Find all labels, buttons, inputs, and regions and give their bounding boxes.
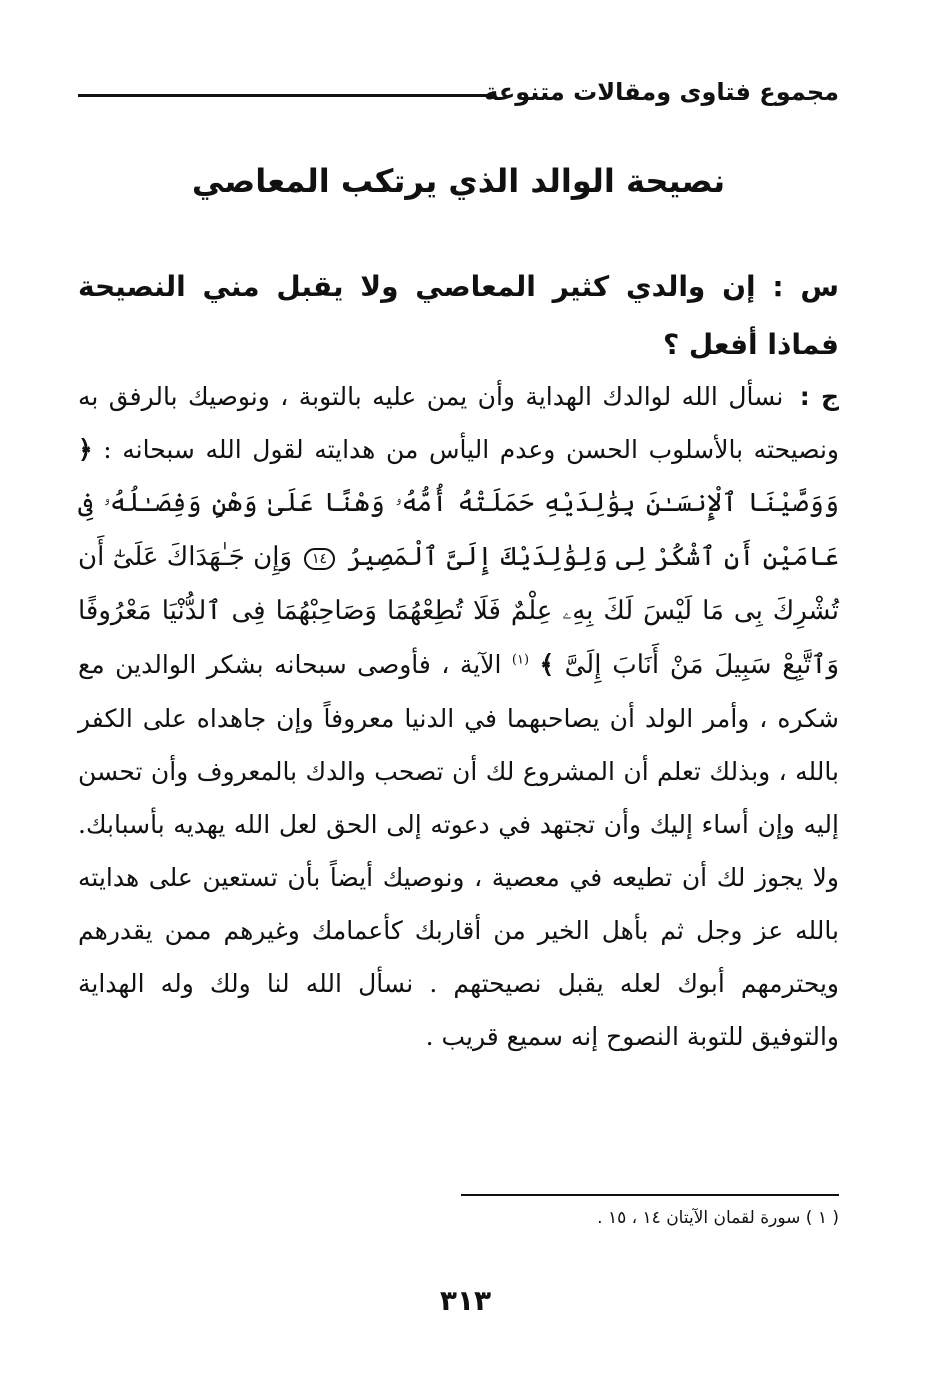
ayah-number-marker: ١٤ — [304, 548, 335, 570]
page-number: ٣١٣ — [439, 1284, 492, 1317]
footnote-reference: (١) — [511, 652, 530, 668]
question-text: س : إن والدي كثير المعاصي ولا يقبل مني النصيحة فماذا أفعل ؟ — [78, 270, 839, 361]
quran-verse-15: وَإِن جَـٰهَدَاكَ عَلَىٰٓ أَن تُشْرِكَ بِى مَا لَيْسَ لَكَ بِهِۦ عِلْمٌ فَلَا تُطِعْهُمَا وَصَاحِبْهُمَا فِى ٱلدُّنْيَا مَعْرُوفًا وَٱتَّبِعْ سَبِيلَ مَنْ أَنَابَ إِلَىَّ — [78, 542, 840, 680]
article-title: نصيحة الوالد الذي يرتكب المعاصي — [191, 162, 726, 200]
answer-body: الآية ، فأوصى سبحانه بشكر الوالدين مع شكره ، وأمر الولد أن يصاحبهما في الدنيا معروفاً وإن جاهداه على الكفر بالله ، وبذلك تعلم أن المشروع لك أن تصحب والدك بالمعروف وأن تحسن إليه وإن أساء إليك وأن تجتهد في دعوته إلى الحق لعل الله يهديه بأسبابك. ولا يجوز لك أن تطيعه في معصية ، ونوصيك أيضاً بأن تستعين على هدايته بالله عز وجل ثم بأهل الخير من أقاربك كأعمامك وغيرهم ممن يقدرهم ويحترمهم أبوك لعله يقبل نصيحتهم . نسأل الله لنا ولك وله الهداية والتوفيق للتوبة النصوح إنه سميع قريب . — [78, 650, 839, 1051]
answer-lead: ج : — [799, 382, 840, 411]
footnote-text: ( ١ ) سورة لقمان الآيتان ١٤ ، ١٥ . — [597, 1208, 839, 1228]
running-header — [78, 70, 839, 120]
answer-paragraph — [78, 370, 839, 1063]
running-header-title: مجموع فتاوى ومقالات متنوعة — [484, 78, 839, 106]
quran-open-bracket: ﴿ — [78, 435, 93, 464]
quran-verse-14: وَوَصَّيْنَا ٱلْإِنسَـٰنَ بِوَٰلِدَيْهِ حَمَلَتْهُ أُمُّهُۥ وَهْنًا عَلَىٰ وَهْنٍ وَفِصَـٰلُهُۥ فِى عَامَيْنِ أَنِ ٱشْكُرْ لِى وَلِوَٰلِدَيْكَ إِلَىَّ ٱلْمَصِيرُ — [78, 488, 839, 572]
quran-close-bracket: ﴾ — [539, 650, 555, 679]
answer-intro: نسأل الله لوالدك الهداية وأن يمن عليه بالتوبة ، ونوصيك بالرفق به ونصيحته بالأسلوب الحسن وعدم اليأس من هدايته لقول الله سبحانه : — [78, 382, 840, 464]
footnote-rule — [461, 1194, 839, 1196]
header-rule — [78, 94, 496, 97]
